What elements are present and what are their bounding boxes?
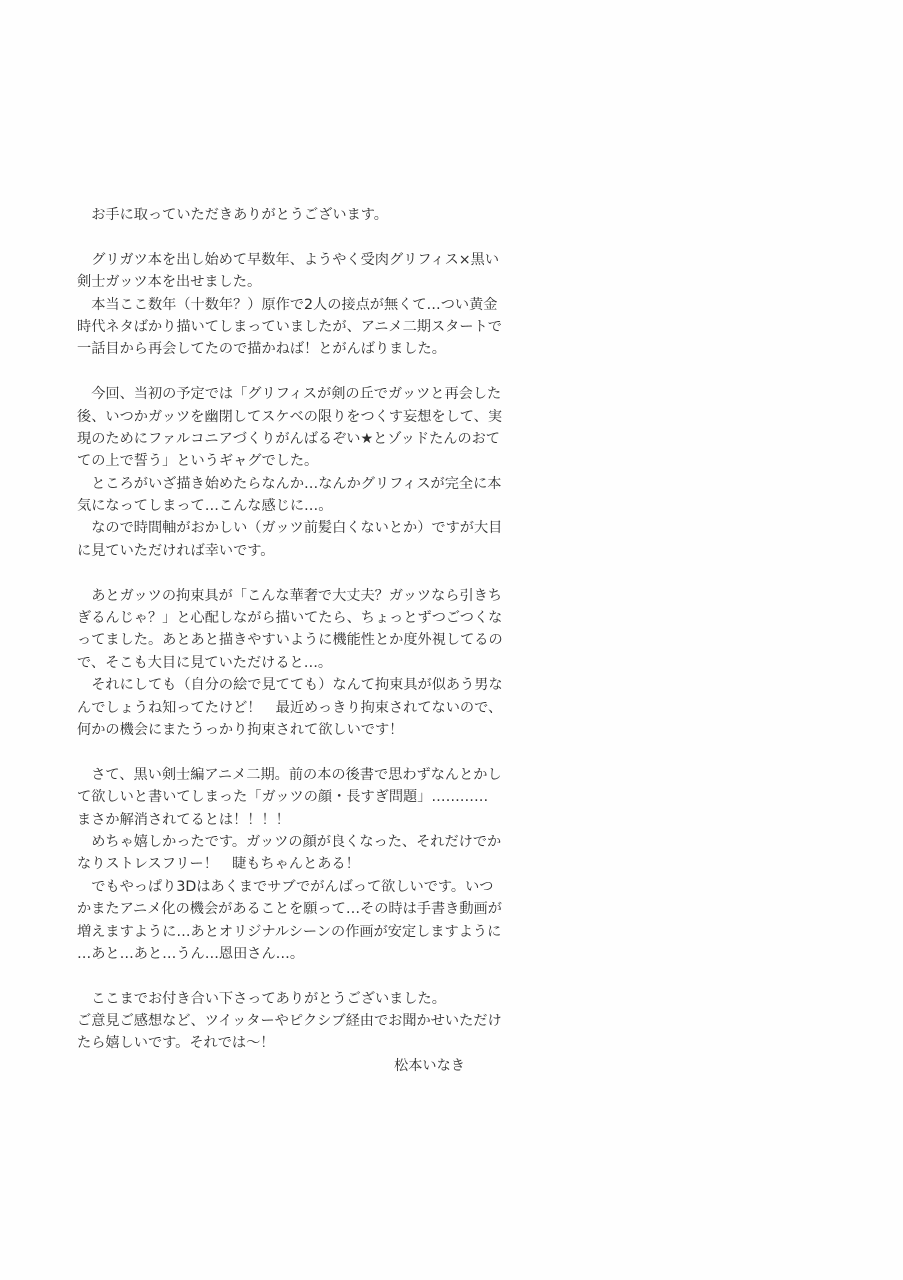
text-line: ぎるんじゃ？」と心配しながら描いてたら、ちょっとずつごつくな <box>77 610 503 627</box>
text-line: 今回、当初の予定では「グリフィスが剣の丘でガッツと再会した <box>77 386 502 403</box>
text-line: に見ていただければ幸いです。 <box>77 542 275 559</box>
paragraph-intro <box>77 249 502 361</box>
text-line: なりストレスフリー！ 睫もちゃんとある！ <box>77 856 360 873</box>
text-line: さて、黒い剣士編アニメ二期。前の本の後書で思わずなんとかし <box>77 766 502 783</box>
text-line: 後、いつかガッツを幽閉してスケベの限りをつくす妄想をして、実 <box>77 408 503 425</box>
text-line: ここまでお付き合い下さってありがとうございました。 <box>77 990 446 1007</box>
text-line: 本当ここ数年（十数年？）原作で2人の接点が無くて…つい黄金 <box>77 296 498 313</box>
text-line: で、そこも大目に見ていただけると…。 <box>77 654 333 671</box>
text-line: て欲しいと書いてしまった「ガッツの顔・長すぎ問題」………… <box>77 789 489 806</box>
paragraph-greeting <box>77 204 477 226</box>
afterword-text <box>77 204 503 1077</box>
text-line: それにしても（自分の絵で見てても）なんて拘束具が似あう男な <box>77 677 503 694</box>
author-signature: 松本いなき <box>394 1058 465 1074</box>
text-line: 剣士ガッツ本を出せました。 <box>77 274 262 291</box>
paragraph-restraints <box>77 585 503 742</box>
text-line: ての上で誓う」というギャグでした。 <box>77 453 319 470</box>
paragraph-plan <box>77 383 503 562</box>
text-line: お手に取っていただきありがとうございます。 <box>77 207 388 223</box>
text-line: あとガッツの拘束具が「こんな華奢で大丈夫？ガッツなら引きち <box>77 587 503 604</box>
text-line: めちゃ嬉しかったです。ガッツの顔が良くなった、それだけでか <box>77 833 502 850</box>
text-line: 現のためにファルコニアづくりがんばるぞい★とゾッドたんのおて <box>77 430 500 447</box>
text-line: …あと…あと…うん…恩田さん…。 <box>77 945 305 962</box>
text-line: 増えますように…あとオリジナルシーンの作画が安定しますように <box>77 923 502 940</box>
text-line: かまたアニメ化の機会があることを願って…その時は手書き動画が <box>77 901 502 918</box>
text-line: 何かの機会にまたうっかり拘束されて欲しいです！ <box>77 721 404 738</box>
text-line: なので時間軸がおかしい（ガッツ前髪白くないとか）ですが大目 <box>77 520 503 537</box>
text-line: まさか解消されてるとは！！！！ <box>77 811 290 828</box>
text-line: たら嬉しいです。それでは～！ <box>77 1035 275 1052</box>
text-line: 一話目から再会してたので描かねば！とがんばりました。 <box>77 341 446 358</box>
paragraph-closing <box>77 988 502 1055</box>
text-line: ご意見ご感想など、ツイッターやピクシブ経由でお聞かせいただけ <box>77 1013 502 1030</box>
text-line: 時代ネタばかり描いてしまっていましたが、アニメ二期スタートで <box>77 318 502 335</box>
text-line: ところがいざ描き始めたらなんか…なんかグリフィスが完全に本 <box>77 475 502 492</box>
text-line: んでしょうね知ってたけど！ 最近めっきり拘束されてないので、 <box>77 699 503 716</box>
text-line: グリガツ本を出し始めて早数年、ようやく受肉グリフィス×黒い <box>77 251 500 268</box>
paragraph-anime <box>77 764 502 966</box>
text-line: でもやっぱり3Dはあくまでサブでがんばって欲しいです。いつ <box>77 878 494 895</box>
text-line: 気になってしまって…こんな感じに…。 <box>77 498 333 515</box>
text-line: ってました。あとあと描きやすいように機能性とか度外視してるの <box>77 632 503 649</box>
